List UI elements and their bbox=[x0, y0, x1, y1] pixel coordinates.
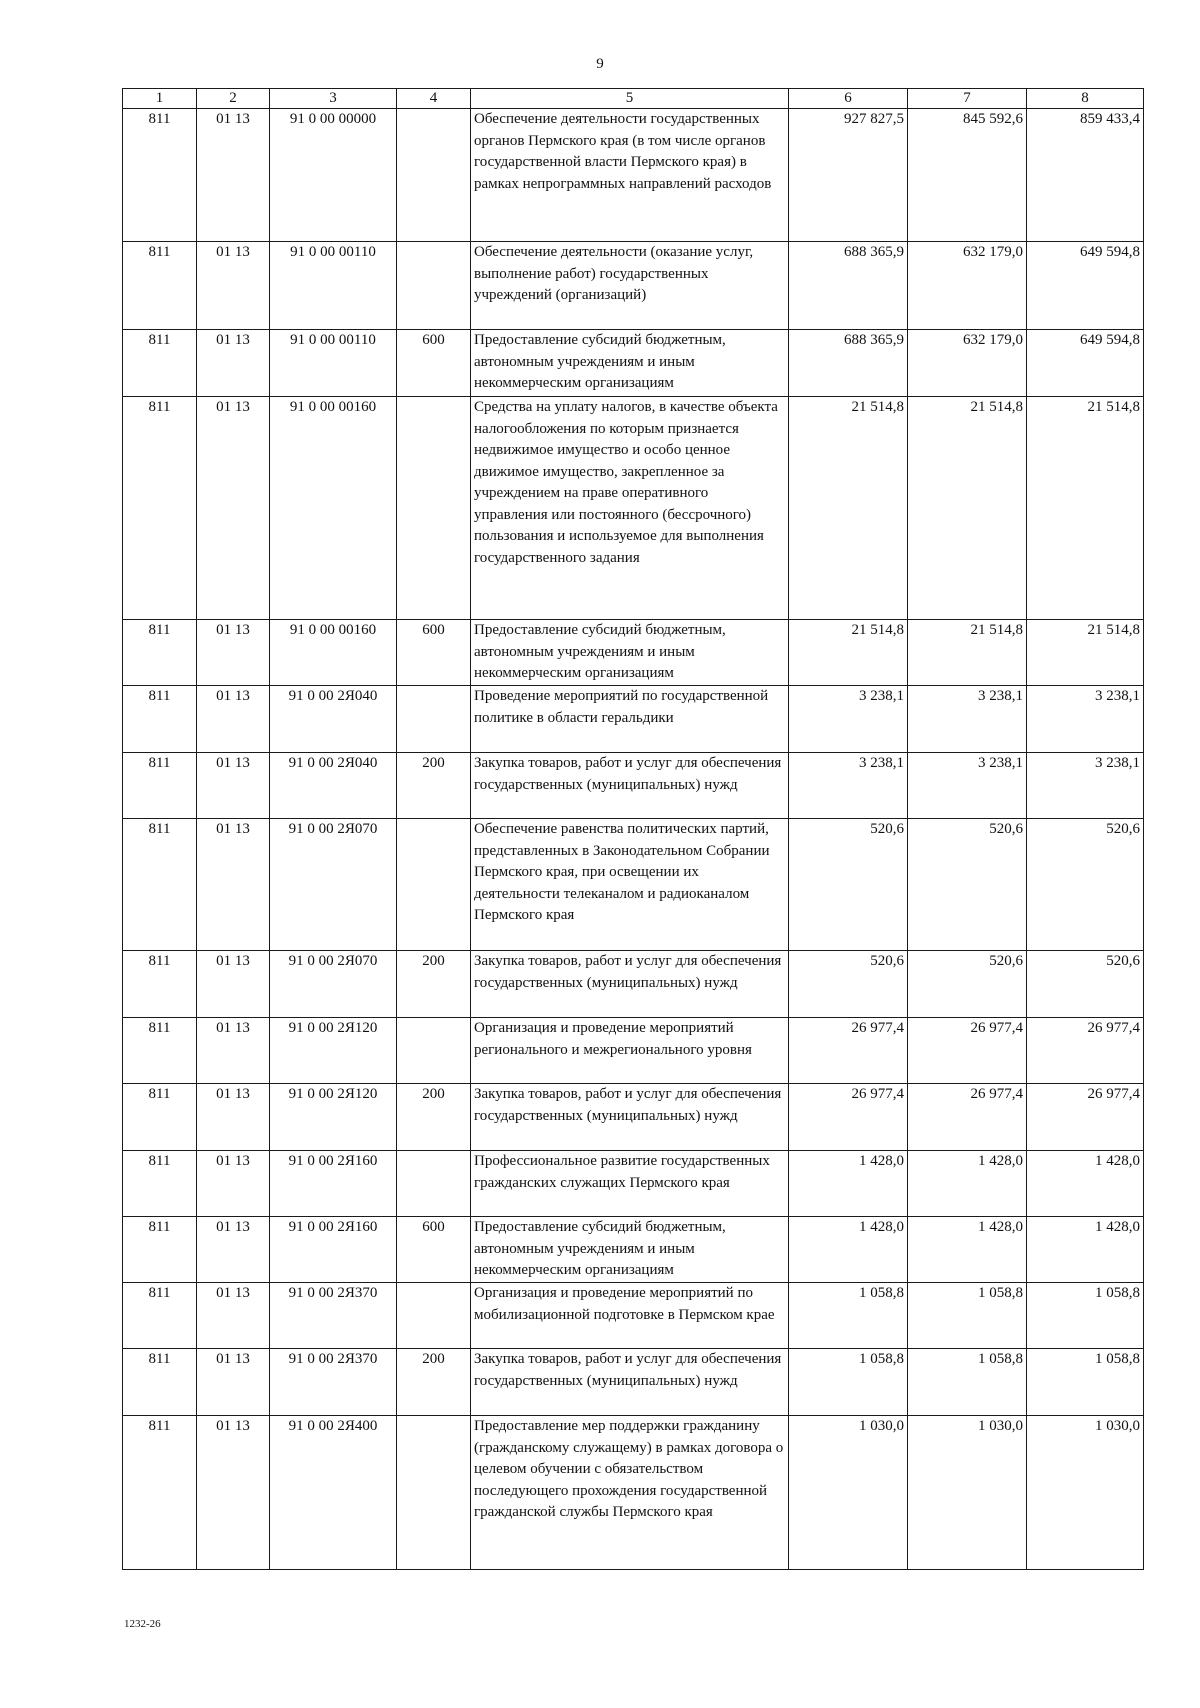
expense-type-code bbox=[397, 1416, 471, 1570]
amount-col7: 1 428,0 bbox=[908, 1151, 1027, 1217]
column-header: 4 bbox=[397, 89, 471, 109]
expense-name: Профессиональное развитие государственных гражданских служащих Пермского края bbox=[471, 1151, 789, 1217]
amount-col6: 21 514,8 bbox=[789, 620, 908, 686]
ministry-code: 811 bbox=[123, 1018, 197, 1084]
expense-name: Средства на уплату налогов, в качестве объекта налогообложения по которым признается недвижимое имущество и особо ценное движимое имущество, закрепленное за учреждением на праве оперативного управления или постоянного (бессрочного) пользования и используемое для выполнения государственного задания bbox=[471, 397, 789, 620]
expense-name: Предоставление субсидий бюджетным, автономным учреждениям и иным некоммерческим организациям bbox=[471, 330, 789, 397]
table-row bbox=[123, 242, 1144, 330]
amount-col7: 845 592,6 bbox=[908, 109, 1027, 242]
amount-col6: 520,6 bbox=[789, 951, 908, 1018]
page-number: 9 bbox=[596, 56, 604, 72]
expense-type-code: 200 bbox=[397, 1084, 471, 1151]
amount-col7: 520,6 bbox=[908, 819, 1027, 951]
amount-col6: 1 428,0 bbox=[789, 1151, 908, 1217]
target-article-code: 91 0 00 00000 bbox=[270, 109, 397, 242]
table-row bbox=[123, 109, 1144, 242]
ministry-code: 811 bbox=[123, 1283, 197, 1349]
document-code: 1232-26 bbox=[124, 1618, 161, 1630]
table-row bbox=[123, 397, 1144, 620]
expense-type-code bbox=[397, 1151, 471, 1217]
target-article-code: 91 0 00 2Я400 bbox=[270, 1416, 397, 1570]
amount-col8: 26 977,4 bbox=[1027, 1084, 1144, 1151]
target-article-code: 91 0 00 2Я040 bbox=[270, 753, 397, 819]
table-row bbox=[123, 1217, 1144, 1283]
section-code: 01 13 bbox=[197, 109, 270, 242]
target-article-code: 91 0 00 00110 bbox=[270, 330, 397, 397]
expense-type-code: 600 bbox=[397, 1217, 471, 1283]
ministry-code: 811 bbox=[123, 620, 197, 686]
ministry-code: 811 bbox=[123, 1151, 197, 1217]
amount-col7: 520,6 bbox=[908, 951, 1027, 1018]
amount-col8: 520,6 bbox=[1027, 951, 1144, 1018]
amount-col7: 21 514,8 bbox=[908, 397, 1027, 620]
amount-col6: 688 365,9 bbox=[789, 242, 908, 330]
ministry-code: 811 bbox=[123, 1217, 197, 1283]
section-code: 01 13 bbox=[197, 819, 270, 951]
amount-col8: 3 238,1 bbox=[1027, 753, 1144, 819]
ministry-code: 811 bbox=[123, 330, 197, 397]
amount-col7: 21 514,8 bbox=[908, 620, 1027, 686]
expense-type-code: 600 bbox=[397, 330, 471, 397]
amount-col8: 1 030,0 bbox=[1027, 1416, 1144, 1570]
expense-name: Предоставление субсидий бюджетным, автономным учреждениям и иным некоммерческим организациям bbox=[471, 620, 789, 686]
section-code: 01 13 bbox=[197, 1151, 270, 1217]
amount-col8: 3 238,1 bbox=[1027, 686, 1144, 753]
expense-type-code: 200 bbox=[397, 951, 471, 1018]
column-header: 5 bbox=[471, 89, 789, 109]
target-article-code: 91 0 00 2Я160 bbox=[270, 1217, 397, 1283]
amount-col8: 520,6 bbox=[1027, 819, 1144, 951]
table-row bbox=[123, 620, 1144, 686]
ministry-code: 811 bbox=[123, 686, 197, 753]
expense-name: Предоставление субсидий бюджетным, автономным учреждениям и иным некоммерческим организациям bbox=[471, 1217, 789, 1283]
expense-name: Обеспечение равенства политических партий, представленных в Законодательном Собрании Пермского края, при освещении их деятельности телеканалом и радиоканалом Пермского края bbox=[471, 819, 789, 951]
table-row bbox=[123, 753, 1144, 819]
amount-col8: 1 428,0 bbox=[1027, 1217, 1144, 1283]
section-code: 01 13 bbox=[197, 620, 270, 686]
ministry-code: 811 bbox=[123, 753, 197, 819]
amount-col6: 3 238,1 bbox=[789, 753, 908, 819]
ministry-code: 811 bbox=[123, 819, 197, 951]
amount-col8: 1 058,8 bbox=[1027, 1349, 1144, 1416]
ministry-code: 811 bbox=[123, 109, 197, 242]
ministry-code: 811 bbox=[123, 1349, 197, 1416]
table-row bbox=[123, 1151, 1144, 1217]
expense-type-code: 600 bbox=[397, 620, 471, 686]
target-article-code: 91 0 00 2Я120 bbox=[270, 1084, 397, 1151]
section-code: 01 13 bbox=[197, 1416, 270, 1570]
expense-type-code bbox=[397, 819, 471, 951]
target-article-code: 91 0 00 2Я370 bbox=[270, 1283, 397, 1349]
expense-type-code bbox=[397, 686, 471, 753]
amount-col6: 520,6 bbox=[789, 819, 908, 951]
amount-col6: 26 977,4 bbox=[789, 1018, 908, 1084]
amount-col7: 26 977,4 bbox=[908, 1018, 1027, 1084]
expense-type-code bbox=[397, 1018, 471, 1084]
ministry-code: 811 bbox=[123, 1084, 197, 1151]
amount-col7: 26 977,4 bbox=[908, 1084, 1027, 1151]
expense-name: Организация и проведение мероприятий регионального и межрегионального уровня bbox=[471, 1018, 789, 1084]
expense-name: Организация и проведение мероприятий по мобилизационной подготовке в Пермском крае bbox=[471, 1283, 789, 1349]
table-row bbox=[123, 1416, 1144, 1570]
expense-type-code bbox=[397, 397, 471, 620]
target-article-code: 91 0 00 2Я040 bbox=[270, 686, 397, 753]
column-header: 1 bbox=[123, 89, 197, 109]
amount-col6: 1 058,8 bbox=[789, 1349, 908, 1416]
amount-col8: 1 058,8 bbox=[1027, 1283, 1144, 1349]
amount-col6: 26 977,4 bbox=[789, 1084, 908, 1151]
amount-col7: 1 058,8 bbox=[908, 1349, 1027, 1416]
table-row bbox=[123, 330, 1144, 397]
expense-name: Проведение мероприятий по государственной политике в области геральдики bbox=[471, 686, 789, 753]
target-article-code: 91 0 00 00110 bbox=[270, 242, 397, 330]
amount-col8: 1 428,0 bbox=[1027, 1151, 1144, 1217]
amount-col6: 927 827,5 bbox=[789, 109, 908, 242]
expense-name: Обеспечение деятельности (оказание услуг, выполнение работ) государственных учреждений (организаций) bbox=[471, 242, 789, 330]
expense-type-code: 200 bbox=[397, 753, 471, 819]
amount-col8: 649 594,8 bbox=[1027, 242, 1144, 330]
section-code: 01 13 bbox=[197, 242, 270, 330]
column-header: 8 bbox=[1027, 89, 1144, 109]
column-header: 7 bbox=[908, 89, 1027, 109]
amount-col6: 21 514,8 bbox=[789, 397, 908, 620]
amount-col8: 859 433,4 bbox=[1027, 109, 1144, 242]
section-code: 01 13 bbox=[197, 951, 270, 1018]
amount-col7: 1 058,8 bbox=[908, 1283, 1027, 1349]
target-article-code: 91 0 00 00160 bbox=[270, 397, 397, 620]
amount-col7: 3 238,1 bbox=[908, 753, 1027, 819]
ministry-code: 811 bbox=[123, 242, 197, 330]
amount-col6: 3 238,1 bbox=[789, 686, 908, 753]
amount-col7: 1 030,0 bbox=[908, 1416, 1027, 1570]
expense-type-code: 200 bbox=[397, 1349, 471, 1416]
ministry-code: 811 bbox=[123, 397, 197, 620]
amount-col8: 21 514,8 bbox=[1027, 620, 1144, 686]
expense-name: Предоставление мер поддержки гражданину (гражданскому служащему) в рамках договора о целевом обучении с обязательством последующего прохождения государственной гражданской службы Пермского края bbox=[471, 1416, 789, 1570]
column-header: 6 bbox=[789, 89, 908, 109]
amount-col7: 632 179,0 bbox=[908, 330, 1027, 397]
table-row bbox=[123, 1018, 1144, 1084]
expense-name: Закупка товаров, работ и услуг для обеспечения государственных (муниципальных) нужд bbox=[471, 1349, 789, 1416]
budget-table bbox=[122, 88, 1144, 1570]
section-code: 01 13 bbox=[197, 397, 270, 620]
section-code: 01 13 bbox=[197, 1217, 270, 1283]
table-row bbox=[123, 819, 1144, 951]
target-article-code: 91 0 00 2Я070 bbox=[270, 951, 397, 1018]
target-article-code: 91 0 00 2Я120 bbox=[270, 1018, 397, 1084]
expense-name: Закупка товаров, работ и услуг для обеспечения государственных (муниципальных) нужд bbox=[471, 951, 789, 1018]
expense-type-code bbox=[397, 109, 471, 242]
table-row bbox=[123, 686, 1144, 753]
amount-col8: 649 594,8 bbox=[1027, 330, 1144, 397]
section-code: 01 13 bbox=[197, 686, 270, 753]
section-code: 01 13 bbox=[197, 330, 270, 397]
table-row bbox=[123, 1283, 1144, 1349]
amount-col6: 1 030,0 bbox=[789, 1416, 908, 1570]
ministry-code: 811 bbox=[123, 951, 197, 1018]
amount-col6: 1 058,8 bbox=[789, 1283, 908, 1349]
amount-col8: 26 977,4 bbox=[1027, 1018, 1144, 1084]
expense-type-code bbox=[397, 242, 471, 330]
amount-col6: 1 428,0 bbox=[789, 1217, 908, 1283]
target-article-code: 91 0 00 00160 bbox=[270, 620, 397, 686]
amount-col6: 688 365,9 bbox=[789, 330, 908, 397]
amount-col7: 632 179,0 bbox=[908, 242, 1027, 330]
section-code: 01 13 bbox=[197, 753, 270, 819]
amount-col8: 21 514,8 bbox=[1027, 397, 1144, 620]
expense-name: Закупка товаров, работ и услуг для обеспечения государственных (муниципальных) нужд bbox=[471, 1084, 789, 1151]
table-row bbox=[123, 1084, 1144, 1151]
target-article-code: 91 0 00 2Я160 bbox=[270, 1151, 397, 1217]
expense-name: Закупка товаров, работ и услуг для обеспечения государственных (муниципальных) нужд bbox=[471, 753, 789, 819]
target-article-code: 91 0 00 2Я370 bbox=[270, 1349, 397, 1416]
expense-type-code bbox=[397, 1283, 471, 1349]
section-code: 01 13 bbox=[197, 1283, 270, 1349]
table-row bbox=[123, 951, 1144, 1018]
section-code: 01 13 bbox=[197, 1084, 270, 1151]
column-header: 3 bbox=[270, 89, 397, 109]
amount-col7: 3 238,1 bbox=[908, 686, 1027, 753]
table-header-row bbox=[123, 89, 1144, 109]
ministry-code: 811 bbox=[123, 1416, 197, 1570]
table-row bbox=[123, 1349, 1144, 1416]
expense-name: Обеспечение деятельности государственных органов Пермского края (в том числе органов государственной власти Пермского края) в рамках непрограммных направлений расходов bbox=[471, 109, 789, 242]
section-code: 01 13 bbox=[197, 1349, 270, 1416]
target-article-code: 91 0 00 2Я070 bbox=[270, 819, 397, 951]
section-code: 01 13 bbox=[197, 1018, 270, 1084]
amount-col7: 1 428,0 bbox=[908, 1217, 1027, 1283]
column-header: 2 bbox=[197, 89, 270, 109]
